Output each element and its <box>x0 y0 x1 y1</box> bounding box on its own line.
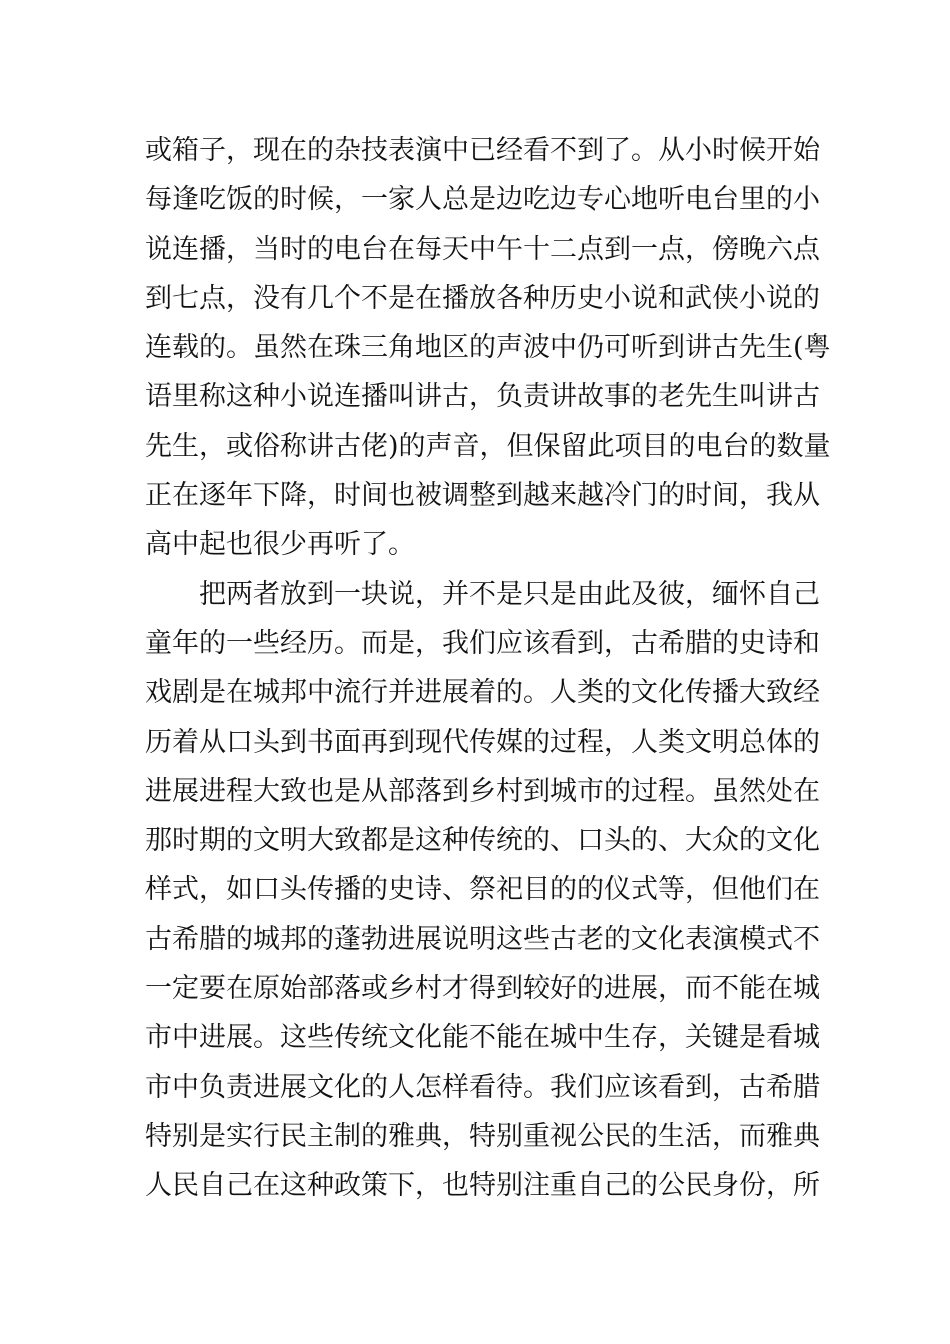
paragraph-first-line: 把两者放到一块说，并不是只是由此及彼，缅怀自己 <box>199 578 820 610</box>
text-line: 正在逐年下降，时间也被调整到越来越冷门的时间，我从 <box>145 480 820 512</box>
body-text <box>145 126 831 1211</box>
text-line: 古希腊的城邦的蓬勃进展说明这些古老的文化表演模式不 <box>145 923 820 955</box>
text-line: 样式，如口头传播的史诗、祭祀目的的仪式等，但他们在 <box>145 874 820 906</box>
text-line: 到七点，没有几个不是在播放各种历史小说和武侠小说的 <box>145 282 820 314</box>
text-line: 人民自己在这种政策下，也特别注重自己的公民身份，所 <box>145 1170 820 1202</box>
text-line: 特别是实行民主制的雅典，特别重视公民的生活，而雅典 <box>145 1120 820 1152</box>
text-line: 高中起也很少再听了。 <box>145 529 415 561</box>
text-line: 那时期的文明大致都是这种传统的、口头的、大众的文化 <box>145 825 820 857</box>
text-line: 连载的。虽然在珠三角地区的声波中仍可听到讲古先生(粤 <box>145 332 831 364</box>
text-line: 市中进展。这些传统文化能不能在城中生存，关键是看城 <box>145 1022 820 1054</box>
text-line: 语里称这种小说连播叫讲古，负责讲故事的老先生叫讲古 <box>145 381 820 413</box>
text-line: 先生，或俗称讲古佬)的声音，但保留此项目的电台的数量 <box>145 430 831 462</box>
text-line: 一定要在原始部落或乡村才得到较好的进展，而不能在城 <box>145 973 820 1005</box>
text-line: 市中负责进展文化的人怎样看待。我们应该看到，古希腊 <box>145 1071 820 1103</box>
text-line: 童年的一些经历。而是，我们应该看到，古希腊的史诗和 <box>145 627 820 659</box>
text-line: 说连播，当时的电台在每天中午十二点到一点，傍晚六点 <box>145 233 820 265</box>
text-line: 戏剧是在城邦中流行并进展着的。人类的文化传播大致经 <box>145 677 820 709</box>
text-line: 每逢吃饭的时候，一家人总是边吃边专心地听电台里的小 <box>145 184 820 216</box>
text-line: 或箱子，现在的杂技表演中已经看不到了。从小时候开始 <box>145 135 820 166</box>
text-line: 历着从口头到书面再到现代传媒的过程，人类文明总体的 <box>145 726 820 758</box>
text-line: 进展进程大致也是从部落到乡村到城市的过程。虽然处在 <box>145 775 820 807</box>
